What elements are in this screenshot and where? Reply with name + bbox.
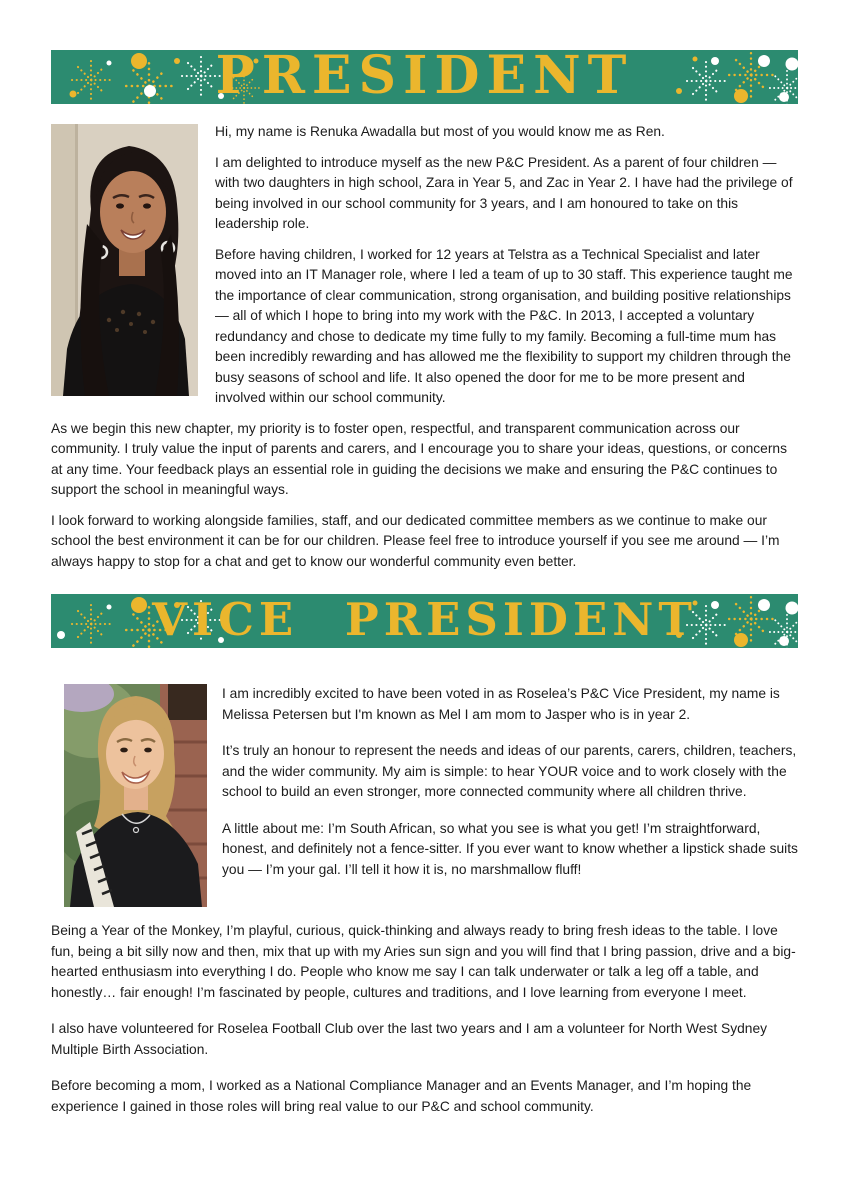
bio-paragraph: Before becoming a mom, I worked as a National Compliance Manager and an Events Manager, and I’m hoping the experience I gained in those roles will bring real value to our P&C and school community. (51, 1078, 752, 1114)
bio-paragraph: It’s truly an honour to represent the needs and ideas of our parents, carers, children, teachers, and the wider community. My aim is simple: to hear YOUR voice and to work closely with the school to build an even stronger, more connected community where all children thrive. (222, 743, 797, 799)
vice-president-photo (64, 684, 207, 907)
bio-paragraph: Hi, my name is Renuka Awadalla but most of you would know me as Ren. (215, 124, 665, 139)
bio-paragraph: Before having children, I worked for 12 years at Telstra as a Technical Specialist and later moved into an IT Manager role, where I led a team of up to 30 staff. This experience taught me the importance of clear communication, strong organisation, and building positive relationships — all of which I hope to bring into my work with the P&C. In 2013, I accepted a voluntary redundancy and chose to dedicate my time fully to my family. Becoming a full-time mum has been incredibly rewarding and has allowed me the flexibility to support my children through the busy seasons of school and life. It also opened the door for me to be more present and involved within our school community. (215, 246, 793, 405)
bio-paragraph: I am delighted to introduce myself as the new P&C President. As a parent of four children — with two daughters in high school, Zara in Year 5, and Zac in Year 2. I have had the privilege of being involved in our school community for 3 years, and I am honoured to take on this leadership role. (215, 154, 793, 231)
bio-paragraph: A little about me: I’m South African, so what you see is what you get! I’m straightforward, honest, and definitely not a fence-sitter. If you ever want to know whether a lipstick shade suits you — I’m your gal. I’ll tell it how it is, no marshmallow fluff! (222, 820, 798, 877)
president-banner (51, 50, 798, 104)
vice-president-banner-title: VICE PRESIDENT (152, 594, 697, 646)
bio-paragraph: Being a Year of the Monkey, I’m playful, curious, quick-thinking and always ready to bring fresh ideas to the table. I love fun, being a bit silly now and then, mix that up with my Aries sun sign and you will find that I bring passion, drive and a big-hearted enthusiasm into everything I do. People who know me say I can talk underwater or talk a leg off a table, and honestly… fair enough! I’m fascinated by people, cultures and traditions, and I love learning from everyone I meet. (51, 923, 796, 1000)
president-section (51, 122, 798, 572)
bio-paragraph: As we begin this new chapter, my priority is to foster open, respectful, and transparent communication across our community. I truly value the input of parents and carers, and I encourage you to share your ideas, questions, or concerns at any time. Your feedback plays an essential role in guiding the decisions we make and ensuring the P&C continues to support the school in meaningful ways. (51, 420, 787, 497)
bio-paragraph: I look forward to working alongside families, staff, and our dedicated committee members as we continue to make our school the best environment it can be for our children. Please feel free to introduce yourself if you see me around — I’m always happy to stop for a chat and get to know our wonderful community even better. (51, 512, 780, 569)
president-photo (51, 124, 198, 396)
president-banner-title: PRESIDENT (215, 50, 634, 104)
vice-president-section (51, 684, 798, 1117)
bio-paragraph: I am incredibly excited to have been voted in as Roselea’s P&C Vice President, my name is Melissa Petersen but I'm known as Mel I am mom to Jasper who is in year 2. (222, 686, 780, 722)
vice-president-banner (51, 594, 798, 648)
bio-paragraph: I also have volunteered for Roselea Football Club over the last two years and I am a volunteer for North West Sydney Multiple Birth Association. (51, 1021, 768, 1057)
